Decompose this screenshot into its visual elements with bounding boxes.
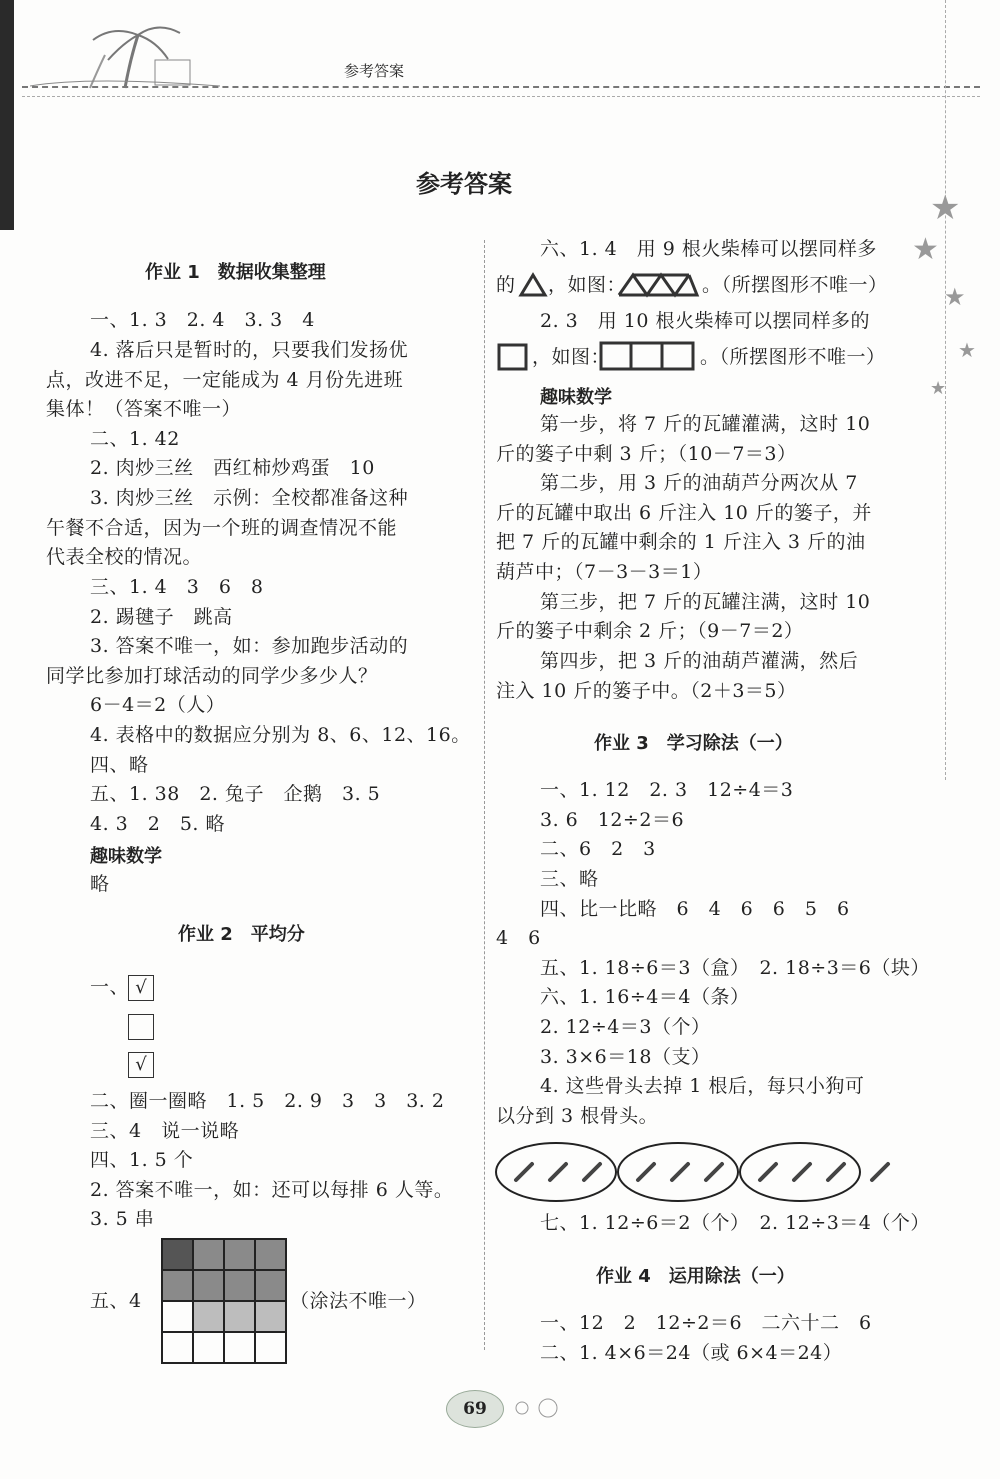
matchstick-triangle-icon xyxy=(518,272,548,298)
answer-line: 。（所摆图形不唯一） xyxy=(700,346,886,368)
matchstick-square-icon xyxy=(496,342,530,372)
answer-line: 3. 6 12÷2＝6 xyxy=(540,809,685,831)
shading-grid xyxy=(161,1238,287,1364)
answer-line: 略 xyxy=(90,873,110,895)
answer-line: 。（所摆图形不唯一） xyxy=(702,274,888,296)
answer-line: 斤的瓦罐中取出 6 斤注入 10 斤的篓子，并 xyxy=(496,502,872,524)
answer-line: 一、 xyxy=(90,976,130,998)
answer-line: ，如图： xyxy=(548,274,627,296)
answer-line: 4. 落后只是暂时的，只要我们发扬优 xyxy=(90,339,409,361)
section-title: 作业 3 学习除法（一） xyxy=(594,733,793,754)
header-rule-secondary xyxy=(22,96,980,97)
matchstick-triangles-icon xyxy=(616,272,700,298)
column-divider xyxy=(484,240,485,1350)
answer-line: 同学比参加打球活动的同学少多少人？ xyxy=(46,665,378,687)
answer-line: 四、1. 5 个 xyxy=(90,1149,194,1171)
answer-line: 三、1. 4 3 6 8 xyxy=(90,576,264,598)
answer-line: 把 7 斤的瓦罐中剩余的 1 斤注入 3 斤的油 xyxy=(496,531,866,553)
answer-line: 4 6 xyxy=(496,927,541,949)
bones-grouping-illustration xyxy=(494,1140,904,1204)
answer-line: 一、1. 12 2. 3 12÷4＝3 xyxy=(540,779,794,801)
answer-line: 代表全校的情况。 xyxy=(46,546,203,568)
answer-line: 集体！（答案不唯一） xyxy=(46,398,242,420)
subsection-title: 趣味数学 xyxy=(540,387,612,408)
answer-line: 六、1. 16÷4＝4（条） xyxy=(540,986,750,1008)
checkbox-empty xyxy=(128,1014,154,1040)
checkbox-checked: √ xyxy=(128,1052,154,1078)
answer-line: 2. 答案不唯一，如：还可以每排 6 人等。 xyxy=(90,1179,454,1201)
matchstick-squares-icon xyxy=(598,340,698,372)
answer-line: 七、1. 12÷6＝2（个） 2. 12÷3＝4（个） xyxy=(540,1212,930,1234)
answer-line: 五、4 xyxy=(90,1290,142,1312)
answer-line: 3. 5 串 xyxy=(90,1208,155,1230)
answer-line: 点，改进不足，一定能成为 4 月份先进班 xyxy=(46,369,404,391)
answer-line: 注入 10 斤的篓子中。（2＋3＝5） xyxy=(496,680,797,702)
answer-line: 3. 肉炒三丝 示例：全校都准备这种 xyxy=(90,487,409,509)
answer-line: 一、12 2 12÷2＝6 二六十二 6 xyxy=(540,1312,872,1334)
answer-line: 4. 3 2 5. 略 xyxy=(90,813,226,835)
star-icon: ★ xyxy=(930,188,961,228)
answer-line: 三、略 xyxy=(540,868,599,890)
answer-line: 4. 表格中的数据应分别为 8、6、12、16。 xyxy=(90,724,471,746)
answer-line: 的 xyxy=(496,274,516,296)
answer-line: 三、4 说一说略 xyxy=(90,1120,240,1142)
star-icon: ★ xyxy=(944,283,966,311)
answer-line: 二、1. 4×6＝24（或 6×4＝24） xyxy=(540,1342,843,1364)
answer-line: 午餐不合适，因为一个班的调查情况不能 xyxy=(46,517,398,539)
answer-line: （涂法不唯一） xyxy=(290,1290,427,1312)
decorative-circles xyxy=(508,1396,568,1420)
star-icon: ★ xyxy=(912,232,939,267)
answer-line: 2. 3 用 10 根火柴棒可以摆同样多的 xyxy=(540,310,871,332)
answer-line: 二、6 2 3 xyxy=(540,838,656,860)
answer-line: 3. 答案不唯一，如：参加跑步活动的 xyxy=(90,635,409,657)
answer-line: 二、1. 42 xyxy=(90,428,180,450)
answer-line: 6－4＝2（人） xyxy=(90,694,226,716)
checkbox-checked: √ xyxy=(128,975,154,1001)
header-rule xyxy=(22,86,980,88)
answer-line: 第四步，把 3 斤的油葫芦灌满，然后 xyxy=(540,650,859,672)
binding-edge xyxy=(0,0,14,230)
answer-line: 斤的篓子中剩余 2 斤；（9－7＝2） xyxy=(496,620,804,642)
answer-line: 二、圈一圈略 1. 5 2. 9 3 3 3. 2 xyxy=(90,1090,445,1112)
page-title: 参考答案 xyxy=(416,170,512,198)
section-title: 作业 4 运用除法（一） xyxy=(596,1266,795,1287)
answer-line: 4. 这些骨头去掉 1 根后，每只小狗可 xyxy=(540,1075,865,1097)
page-number: 69 xyxy=(446,1390,504,1428)
answer-line: 3. 3×6＝18（支） xyxy=(540,1046,711,1068)
answer-line: 斤的篓子中剩 3 斤；（10－7＝3） xyxy=(496,443,797,465)
answer-line: 葫芦中；（7－3－3＝1） xyxy=(496,561,713,583)
answer-line: 2. 肉炒三丝 西红柿炒鸡蛋 10 xyxy=(90,457,375,479)
answer-line: 五、1. 18÷6＝3（盒） 2. 18÷3＝6（块） xyxy=(540,957,930,979)
answer-line: 第二步，用 3 斤的油葫芦分两次从 7 xyxy=(540,472,858,494)
star-icon: ★ xyxy=(958,338,976,362)
answer-line: 2. 12÷4＝3（个） xyxy=(540,1016,711,1038)
answer-line: 2. 踢毽子 跳高 xyxy=(90,606,233,628)
section-title: 作业 2 平均分 xyxy=(178,924,305,945)
answer-line: ，如图： xyxy=(532,346,611,368)
subsection-title: 趣味数学 xyxy=(90,846,162,867)
answer-line: 四、略 xyxy=(90,754,149,776)
answer-line: 四、比一比略 6 4 6 6 5 6 xyxy=(540,898,850,920)
answer-line: 第三步，把 7 斤的瓦罐注满，这时 10 xyxy=(540,591,871,613)
answer-line: 六、1. 4 用 9 根火柴棒可以摆同样多 xyxy=(540,238,877,260)
answer-line: 以分到 3 根骨头。 xyxy=(496,1105,659,1127)
palm-tree-illustration xyxy=(30,20,230,90)
section-title: 作业 1 数据收集整理 xyxy=(145,262,326,283)
answer-line: 第一步，将 7 斤的瓦罐灌满，这时 10 xyxy=(540,413,871,435)
running-title: 参考答案 xyxy=(344,62,405,80)
star-icon: ★ xyxy=(930,378,947,399)
answer-line: 五、1. 38 2. 兔子 企鹅 3. 5 xyxy=(90,783,381,805)
answer-line: 一、1. 3 2. 4 3. 3 4 xyxy=(90,309,315,331)
